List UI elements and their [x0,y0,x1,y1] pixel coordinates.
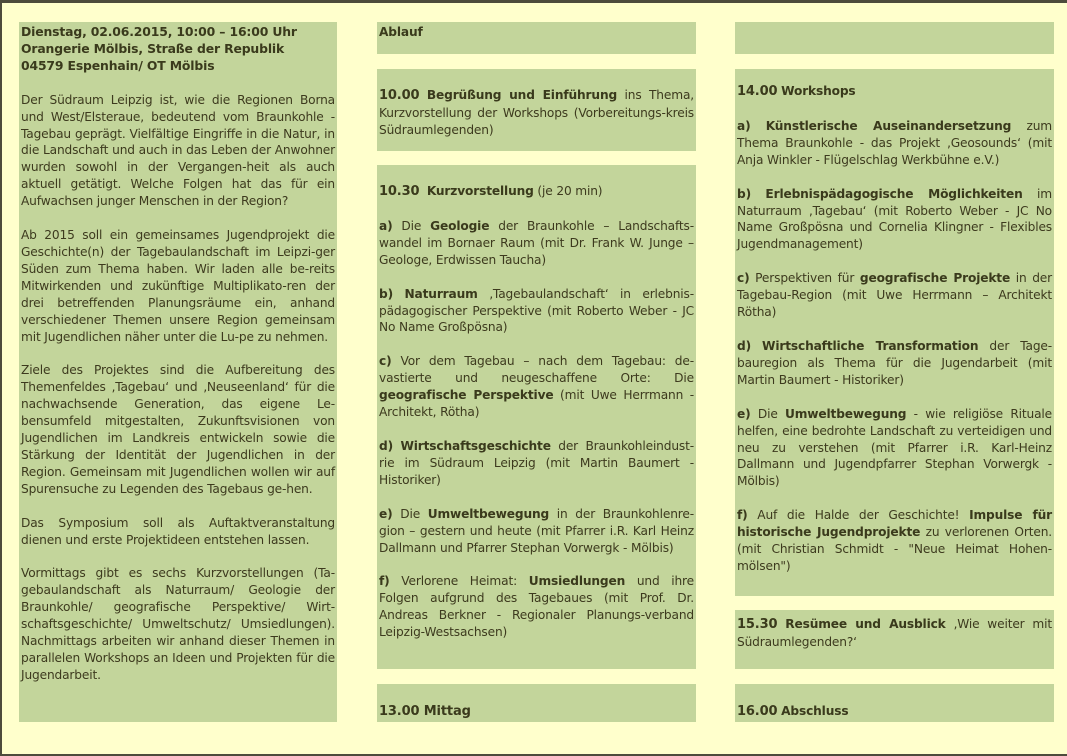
event-venue: Orangerie Mölbis, Straße der Republik [21,40,285,56]
agenda-title: 13.00 Mittag [379,704,471,720]
bold-text: Geologie [430,218,490,233]
agenda-title: Abschluss [781,704,849,719]
empty-header-box [735,22,1054,54]
workshop-item-c [737,270,1052,321]
bold-text: Erlebnispädagogische Möglichkeiten [765,186,1023,201]
bold-text: Impulse für historische Jugendprojekte [737,508,1052,540]
talk-item-d [379,438,694,489]
schedule-summary-paragraph: Vormittags gibt es sechs Kurzvorstellungen (Ta-gebaulandschaft als Naturraum/ Geologie der Braunkohle/ geografische Perspektive/ Wirt-schaftsgeschichte/ Umweltschutz/ Umsiedlungen). Nachmittags arbeiten wir anhand dieser Themen in parallelen Workshops an Ideen und Projekten für die Jugendarbeit. [21,566,335,682]
bold-text: Umweltbewegung [785,406,907,421]
agenda-item-lunch [377,684,696,722]
talk-item-f [379,573,694,641]
bold-text: Wirtschaftliche Transformation [762,338,979,353]
agenda-time: 16.00 [737,704,778,720]
body-text: Perspektiven für [749,271,860,286]
agenda-item-workshops [735,69,1054,596]
body-text [751,119,766,133]
talk-item-e [379,506,694,557]
agenda-title: Workshops [781,84,856,98]
body-text: der Braunkohleindust-rie im Südraum Leipzig (mit Martin Baumert - Historiker) [379,438,694,487]
bold-text: geografische Projekte [859,271,1011,286]
workshop-item-b [737,186,1052,254]
agenda-closing-label [737,703,848,721]
agenda-time: 14.00 [737,84,778,99]
body-text: Die [750,406,785,421]
agenda-item-closing [735,684,1054,722]
bold-text: a) [737,118,751,133]
talk-item-b [379,286,694,337]
agenda-time: 15.30 [737,617,778,632]
bold-text: Künstlerische Auseinandersetzung [765,118,1012,133]
bold-text: e) [379,506,393,521]
symposium-paragraph: Das Symposium soll als Auftaktveranstaltung dienen und erste Projektideen entstehen lassen. [21,515,335,547]
body-text: in der Braunkohlenre-gion – gestern und heute (mit Pfarrer i.R. Karl Heinz Dallmann und Pfarrer Stephan Vorwergk - Mölbis) [379,506,694,555]
project-paragraph: Ab 2015 soll ein gemeinsames Jugendprojekt die Geschichte(n) der Tagebaulandschaft im Leipzi-ger Süden zum Thema haben. Wir laden alle be-reits Mitwirkenden und zukünftige Multiplikato-ren der drei betreffenden Planungsräume ein, anhand verschiedener Themen unsere Region gemeinsam mit Jugendlichen näher unter die Lu-pe zu nehmen. [21,228,335,344]
schedule-title-box [377,22,696,54]
body-text: zu verlorenen Orten. (mit Christian Schmidt - "Neue Heimat Hohen-mölsen") [737,525,1052,573]
body-text: ‚Tagebaulandschaft‘ in erlebnis-pädagogischer Perspektive (mit Roberto Weber - JC No Name Großpösna) [379,286,694,335]
bold-text: Naturraum [404,286,478,301]
body-text: zum Thema Braunkohle - das Projekt ‚Geosounds‘ (mit Anja Winkler - Flügelschlag Werkbühne e.V.) [737,118,1052,167]
agenda-time: 10.00 [379,88,420,103]
workshop-item-d [737,338,1052,389]
body-text [751,187,765,201]
bold-text: geografische Perspektive [379,388,554,403]
agenda-title: Kurzvorstellung [426,184,534,198]
bold-text: c) [379,354,392,369]
agenda-time: 10.30 [379,184,420,199]
bold-text: f) [737,508,748,523]
goals-paragraph: Ziele des Projektes sind die Aufbereitung des Themenfeldes ‚Tagebau‘ und ‚Neuseenland‘ für die nachwachsende Generation, das eigene Le-bensumfeld mitgestalten, Zukunftsvisionen von Jugendlichen im Landkreis entwickeln sowie die Stärkung der Identität der Jugendlichen in der Region. Gemeinsam mit Jugendlichen wollen wir auf Spurensuche zu Legenden des Tagebaus ge-hen. [21,363,335,496]
workshop-item-e [737,406,1052,491]
body-text: in der Tagebau-Region (mit Uwe Herrmann – Architekt Rötha) [737,271,1052,320]
agenda-item-welcome [377,69,696,151]
body-text: und ihre Folgen aufgrund des Tagebaues (mit Prof. Dr. Andreas Berkner - Regionaler Planungs-verband Leipzig-Westsachsen) [379,574,694,640]
bold-text: Umsiedlungen [528,574,626,589]
schedule-title: Ablauf [379,25,423,39]
workshop-item-f [737,507,1052,575]
body-text: der Tage-bauregion als Thema für die Jugendarbeit (mit Martin Baumert - Historiker) [737,338,1052,387]
bold-text: b) [737,186,751,201]
body-text: Verlorene Heimat: [389,574,529,589]
body-text: im Naturraum ‚Tagebau‘ (mit Roberto Weber - JC No Name Großpösna und Cornelia Klingner - Flexibles Jugendmanagement) [737,186,1052,252]
body-text [751,339,762,353]
intro-panel [19,22,337,722]
workshop-item-a [737,118,1052,169]
body-text: Die [392,218,431,233]
talk-item-a [379,218,694,269]
body-text: - wie religiöse Rituale helfen, eine bedrohte Landschaft zu verteidigen und neu zu verstehen (mit Pfarrer i.R. Karl-Heinz Dallmann und Jugendpfarrer Stephan Vorwergk - Mölbis) [737,406,1052,489]
body-text [393,287,405,301]
bold-text: b) [379,286,393,301]
bold-text: d) [379,438,393,453]
body-text: (mit Uwe Herrmann - Architekt, Rötha) [379,388,694,420]
intro-paragraph: Der Südraum Leipzig ist, wie die Regionen Borna und West/Elsteraue, bedeutend vom Braunkohle - Tagebau geprägt. Vielfältige Eingriffe in die Natur, in die Landschaft und auch in das Leben der Anwohner wurden sowohl in der Vergangen-heit als auch aktuell getätigt. Welche Folgen hat das für ein Aufwachsen junger Menschen in der Region? [21,92,335,209]
agenda-item-short-talks [377,165,696,669]
agenda-description: (je 20 min) [533,184,603,198]
agenda-title: Begrüßung und Einführung [426,88,618,102]
event-address: 04579 Espenhain/ OT Mölbis [21,57,215,73]
bold-text: d) [737,338,751,353]
bold-text: c) [737,271,750,286]
body-text: Auf die Halde der Geschichte! [747,508,970,523]
bold-text: f) [379,574,390,589]
body-text: Vor dem Tagebau – nach dem Tagebau: de-vastierte und neugeschaffene Orte: Die [379,354,694,386]
body-text: der Braunkohle – Landschafts-wandel im Bornaer Raum (mit Dr. Frank W. Junge – Geologe, Erdwissen Taucha) [379,218,694,267]
talk-item-c [379,353,694,421]
agenda-description: ins Thema, Kurzvorstellung der Workshops (Vorbereitungs-kreis Südraumlegenden) [379,88,694,137]
bold-text: Umweltbewegung [427,506,550,521]
bold-text: Wirtschaftsgeschichte [400,438,551,453]
event-date: Dienstag, 02.06.2015, 10:00 – 16:00 Uhr [21,24,297,39]
event-header [21,24,335,75]
body-text: Die [392,506,428,521]
bold-text: a) [379,218,393,233]
agenda-item-review [735,610,1054,669]
agenda-description: ‚Wie weiter mit Südraumlegenden?‘ [737,617,1052,649]
agenda-title: Resümee und Ausblick [785,617,946,631]
bold-text: e) [737,406,751,421]
